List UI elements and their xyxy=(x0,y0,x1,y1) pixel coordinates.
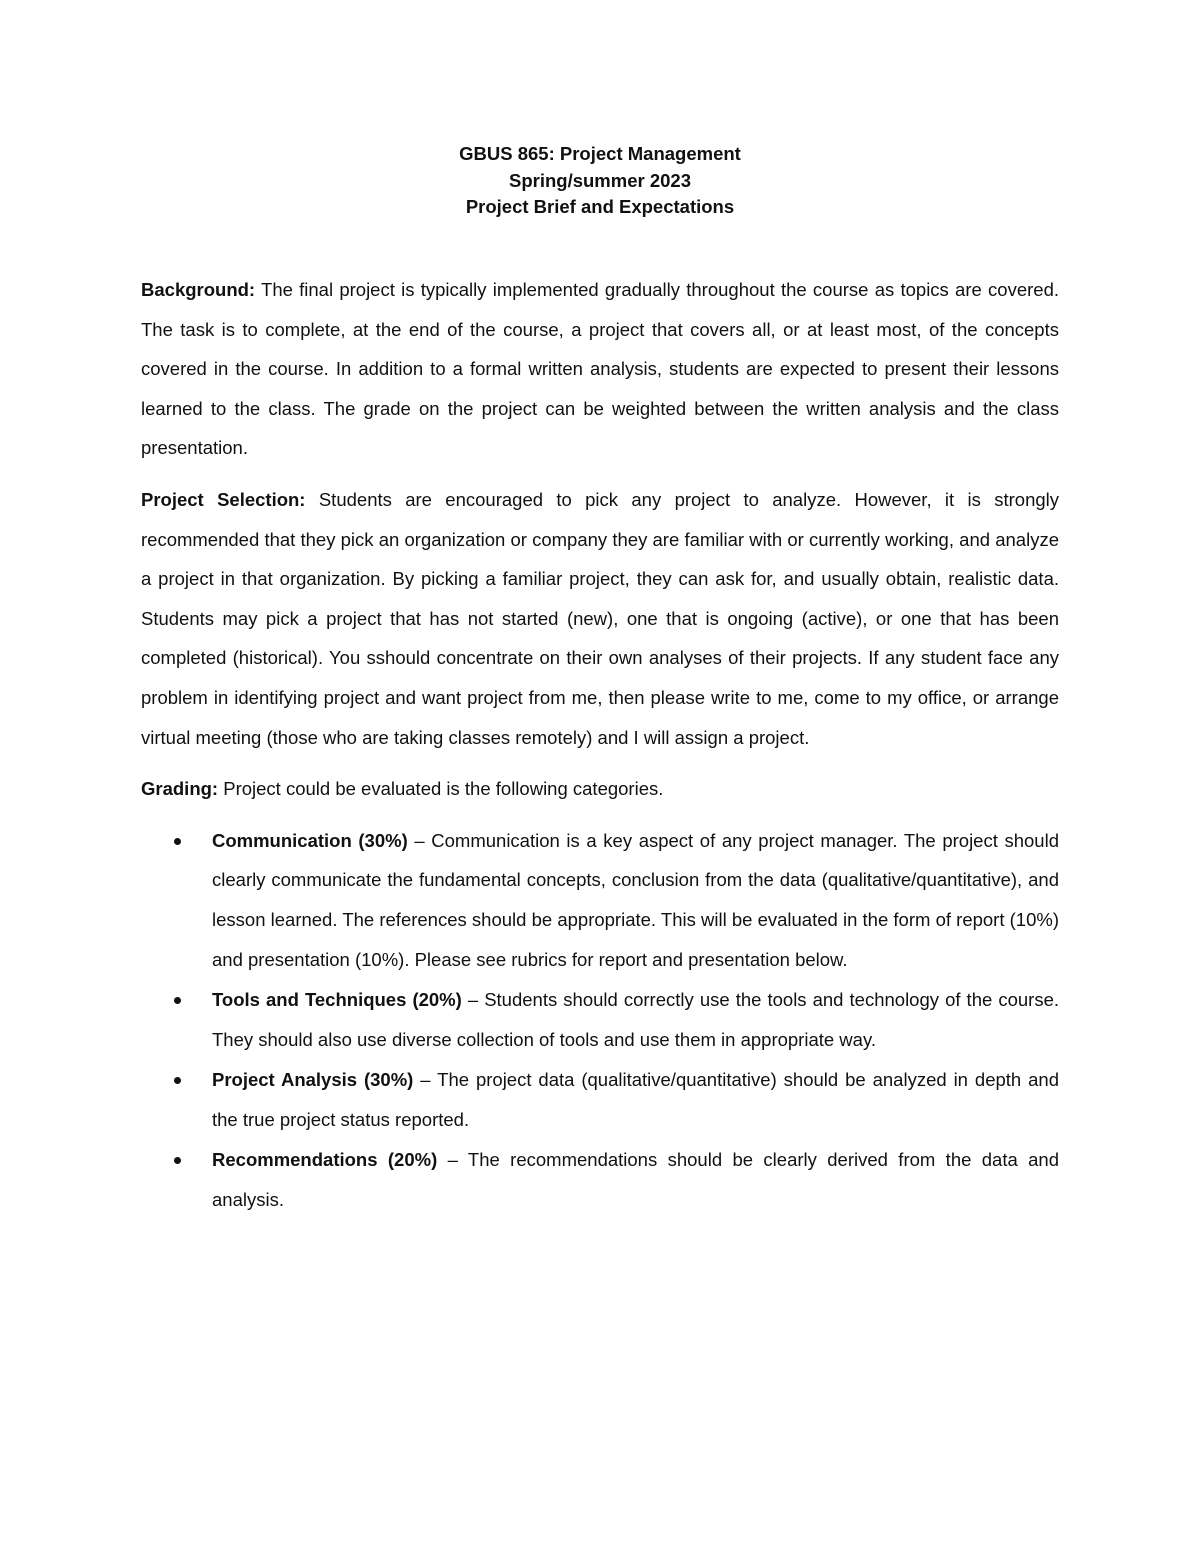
grading-label: Grading: xyxy=(141,778,219,800)
background-paragraph xyxy=(141,270,1059,468)
document-title: Project Brief and Expectations xyxy=(465,196,735,217)
bullet-icon xyxy=(174,1077,181,1084)
list-item xyxy=(141,1060,1059,1139)
category-name: Recommendations (20%) xyxy=(212,1149,438,1171)
category-description: – Communication is a key aspect of any project manager. The project should clearly communicate the fundamental concepts, conclusion from the data (qualitative/quantitative), and lesson learned. The references should be appropriate. This will be evaluated in the form of report (10%) and presentation (10%). Please see rubrics for report and presentation below. xyxy=(212,829,1059,970)
background-text: The final project is typically implemented gradually throughout the course as topics are covered. The task is to complete, at the end of the course, a project that covers all, or at least most, of the concepts covered in the course. In addition to a formal written analysis, students are expected to present their lessons learned to the class. The grade on the project can be weighted between the written analysis and the class presentation. xyxy=(141,279,1059,459)
category-description: – The project data (qualitative/quantitative) should be analyzed in depth and the true project status reported. xyxy=(212,1069,1059,1130)
category-name: Communication (30%) xyxy=(212,829,408,851)
course-title: GBUS 865: Project Management xyxy=(459,143,741,164)
document-header xyxy=(0,141,1200,221)
project-selection-paragraph xyxy=(141,480,1059,757)
bullet-icon xyxy=(174,997,181,1004)
list-item xyxy=(141,1140,1059,1219)
list-item xyxy=(141,821,1059,979)
grading-categories-list xyxy=(141,821,1059,1220)
grading-paragraph xyxy=(141,769,1059,809)
project-selection-label: Project Selection: xyxy=(141,488,306,510)
bullet-icon xyxy=(174,838,181,845)
project-selection-text: Students are encouraged to pick any project to analyze. However, it is strongly recommended that they pick an organization or company they are familiar with or currently working, and analyze a project in that organization. By picking a familiar project, they can ask for, and usually obtain, realistic data. Students may pick a project that has not started (new), one that is ongoing (active), or one that has been completed (historical). You sshould concentrate on their own analyses of their projects. If any student face any problem in identifying project and want project from me, then please write to me, come to my office, or arrange virtual meeting (those who are taking classes remotely) and I will assign a project. xyxy=(141,488,1060,748)
category-name: Tools and Techniques (20%) xyxy=(212,989,462,1011)
list-item xyxy=(141,980,1059,1059)
term-line: Spring/summer 2023 xyxy=(509,169,691,191)
document-body xyxy=(141,270,1059,1221)
bullet-icon xyxy=(174,1157,181,1164)
category-name: Project Analysis (30%) xyxy=(212,1069,414,1091)
grading-text: Project could be evaluated is the following categories. xyxy=(223,778,664,800)
category-description: – Students should correctly use the tools and technology of the course. They should also use diverse collection of tools and use them in appropriate way. xyxy=(212,989,1059,1050)
background-label: Background: xyxy=(141,279,256,300)
category-description: – The recommendations should be clearly derived from the data and analysis. xyxy=(212,1149,1060,1211)
